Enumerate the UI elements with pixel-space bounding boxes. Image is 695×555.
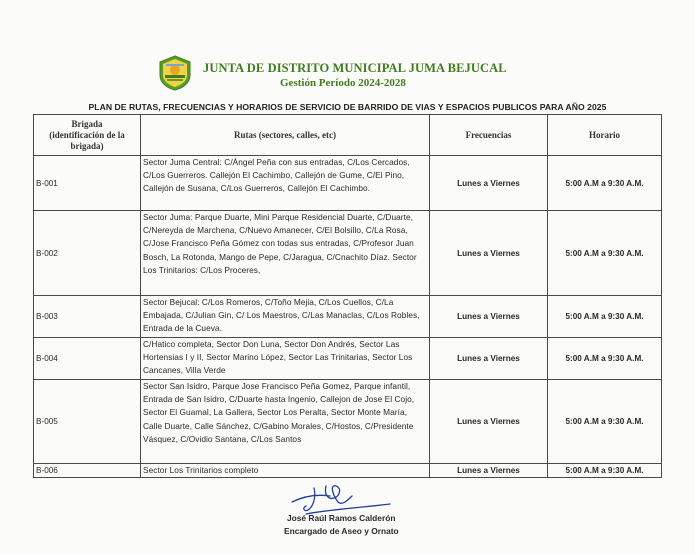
brigade-id: B-001 xyxy=(34,156,141,211)
brigade-id: B-004 xyxy=(34,338,141,380)
schedule-cell: 5:00 A.M a 9:30 A.M. xyxy=(548,211,662,296)
route-description: Sector Los Trinitarios completo xyxy=(141,464,430,478)
header-schedule: Horario xyxy=(548,115,662,156)
header-brigade-line3: brigada) xyxy=(70,140,104,151)
table-row xyxy=(34,296,662,338)
signer-role: Encargado de Aseo y Ornato xyxy=(284,526,399,536)
route-description: Sector Juma: Parque Duarte, Mini Parque Residencial Duarte, C/Duarte, C/Nereyda de Marchena, C/Nuevo Amanecer, C/El Bolsillo, C/La Rosa, C/Jose Francisco Peña Gómez con todas sus entradas, C/Profesor Juan Bosch, La Rotonda, Mango de Pepe, C/Jaragua, C/Cnachito Díaz. Sector Los Trinitarios: C/Los Proceres, xyxy=(141,211,430,296)
header-brigade-line1: Brigada xyxy=(71,118,103,129)
signer-name: José Raúl Ramos Calderón xyxy=(287,513,396,523)
frequency-cell: Lunes a Viernes xyxy=(430,211,548,296)
schedule-cell: 5:00 A.M a 9:30 A.M. xyxy=(548,296,662,338)
header-frequency: Frecuencias xyxy=(430,115,548,156)
schedule-cell: 5:00 A.M a 9:30 A.M. xyxy=(548,156,662,211)
frequency-cell: Lunes a Viernes xyxy=(430,338,548,380)
schedule-cell: 5:00 A.M a 9:30 A.M. xyxy=(548,338,662,380)
schedule-cell: 5:00 A.M a 9:30 A.M. xyxy=(548,464,662,478)
brigade-id: B-003 xyxy=(34,296,141,338)
brigade-id: B-006 xyxy=(34,464,141,478)
table-row xyxy=(34,464,662,478)
frequency-cell: Lunes a Viernes xyxy=(430,464,548,478)
letterhead xyxy=(0,52,695,94)
document-title: PLAN DE RUTAS, FRECUENCIAS Y HORARIOS DE SERVICIO DE BARRIDO DE VIAS Y ESPACIOS PUBLICOS PARA AÑO 2025 xyxy=(88,102,607,112)
table-row xyxy=(34,156,662,211)
frequency-cell: Lunes a Viernes xyxy=(430,296,548,338)
table-header-row xyxy=(34,115,662,156)
schedule-cell: 5:00 A.M a 9:30 A.M. xyxy=(548,380,662,464)
header-brigade xyxy=(34,115,141,156)
route-description: C/Hatico completa, Sector Don Luna, Sector Don Andrés, Sector Las Hortensias I y II, Sector Marino López, Sector Las Trinitarias, Sector Los Cancanes, Villa Verde xyxy=(141,338,430,380)
municipal-seal-icon xyxy=(158,55,192,91)
frequency-cell: Lunes a Viernes xyxy=(430,380,548,464)
brigade-id: B-002 xyxy=(34,211,141,296)
header-routes: Rutas (sectores, calles, etc) xyxy=(141,115,430,156)
management-period: Gestión Período 2024-2028 xyxy=(280,77,406,89)
route-description: Sector San Isidro, Parque Jose Francisco Peña Gomez, Parque infantil, Entrada de San Isidro, C/Duarte hasta Ingenio, Callejon de Jose El Cojo, Sector El Guamal, La Gallera, Sector Los Peralta, Sector Monte María, Calle Duarte, Calle Sánchez, C/Gabino Morales, C/Hostos, C/Presidente Vásquez, C/Ovidio Santana, C/Los Santos xyxy=(141,380,430,464)
route-description: Sector Juma Central: C/Ángel Peña con sus entradas, C/Los Cercados, C/Los Guerreros. Callejón El Cachimbo, Callejón de Gume, C/El Pino, Callejón de Susana, C/Los Guerreros, Callejón El Cachimbo. xyxy=(141,156,430,211)
routes-schedule-table xyxy=(33,114,662,478)
signature-block xyxy=(0,480,695,540)
table-row xyxy=(34,211,662,296)
brigade-id: B-005 xyxy=(34,380,141,464)
org-name: JUNTA DE DISTRITO MUNICIPAL JUMA BEJUCAL xyxy=(203,61,507,75)
table-row xyxy=(34,380,662,464)
header-brigade-line2: (identificación de la xyxy=(49,129,125,140)
route-description: Sector Bejucal: C/Los Romeros, C/Toño Mejia, C/Los Cuellos, C/La Embajada, C/Julian Gin, C/ Los Maestros, C/Las Manaclas, C/Los Robles, Entrada de la Cueva. xyxy=(141,296,430,338)
frequency-cell: Lunes a Viernes xyxy=(430,156,548,211)
table-row xyxy=(34,338,662,380)
